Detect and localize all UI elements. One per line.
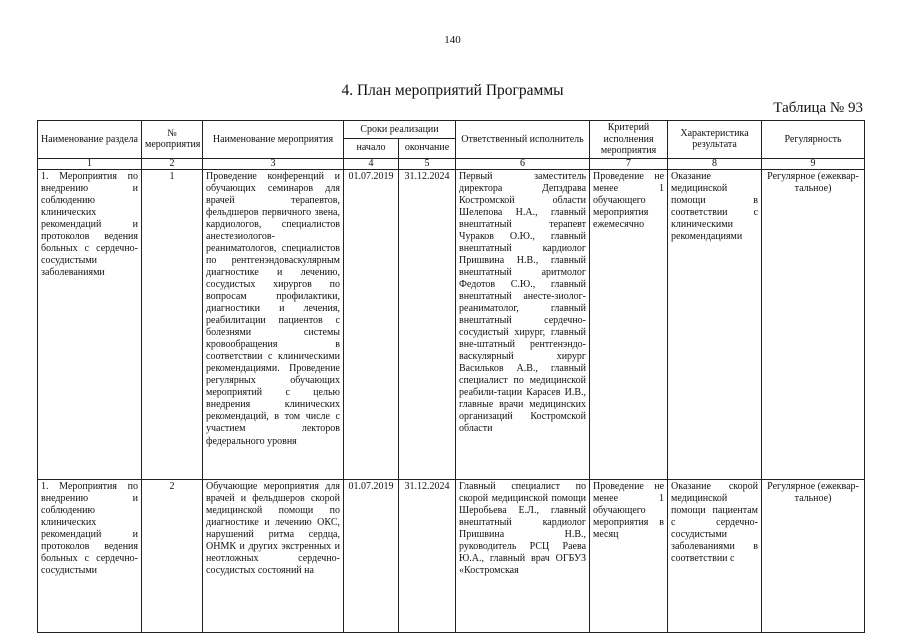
cell-num: 1 [142, 169, 203, 479]
header-row-1 [38, 121, 865, 139]
header-num: № мероприятия [142, 121, 203, 159]
table-row [38, 169, 865, 479]
header-criterion: Критерий исполнения мероприятия [590, 121, 668, 159]
header-result: Характеристика результата [668, 121, 762, 159]
cell-responsible: Первый заместитель директора Депздрава Костромской области Шелепова Н.А., главный внештатный терапевт Чураков О.Ю., главный внештатный кардиолог Пришвина Н.В., главный внештатный аритмолог Федотов С.Ю., главный внештатный анесте-зиолог-реаниматолог, главный внештатный сердечно-сосудистый хирург, главный вне-штатный рентгенэндо-васкулярный хирург Васильков А.В., главный специалист по медицинской реабили-тации Карасев И.В., главные врачи медицинских организаций Костромской области [456, 169, 590, 479]
cell-criterion: Проведение не менее 1 обучающего мероприятия ежемесячно [590, 169, 668, 479]
cell-regularity: Регулярное (ежеквар-тальное) [762, 169, 865, 479]
cell-criterion: Проведение не менее 1 обучающего мероприятия в месяц [590, 479, 668, 632]
cell-end: 31.12.2024 [399, 169, 456, 479]
header-event: Наименование мероприятия [203, 121, 344, 159]
column-number: 6 [456, 158, 590, 169]
page-number: 140 [444, 34, 461, 46]
column-number: 2 [142, 158, 203, 169]
column-number: 3 [203, 158, 344, 169]
header-timing: Сроки реализации [344, 121, 456, 139]
column-number: 8 [668, 158, 762, 169]
cell-event: Проведение конференций и обучающих семинаров для врачей терапевтов, фельдшеров первичного звена, кардиологов, специалистов анестезиологов-реаниматологов, специалистов по рентгенэндоваскулярным диагностике и лечению, сосудистых хирургов по вопросам профилактики, диагностики и лечения, реабилитации пациентов с болезнями системы кровообращения в соответствии с клиническими рекомендациями. Проведение регулярных обучающих мероприятий с целью внедрения клинических рекомендаций, в том числе с участием лекторов федерального уровня [203, 169, 344, 479]
cell-end: 31.12.2024 [399, 479, 456, 632]
column-number-row [38, 158, 865, 169]
cell-responsible: Главный специалист по скорой медицинской помощи Шеробьева Е.Л., главный внештатный кардиолог Пришвина Н.В., руководитель РСЦ Раева Ю.А., главный врач ОГБУЗ «Костромская [456, 479, 590, 632]
cell-section: 1. Мероприятия по внедрению и соблюдению клинических рекомендаций и протоколов ведения больных с сердечно-сосудистыми [38, 479, 142, 632]
column-number: 1 [38, 158, 142, 169]
header-section: Наименование раздела [38, 121, 142, 159]
cell-section: 1. Мероприятия по внедрению и соблюдению клинических рекомендаций и протоколов ведения больных с сердечно-сосудистыми заболеваниями [38, 169, 142, 479]
cell-result: Оказание скорой медицинской помощи пациентам с сердечно-сосудистыми заболеваниями в соответствии с [668, 479, 762, 632]
header-regularity: Регулярность [762, 121, 865, 159]
header-end: окончание [399, 138, 456, 158]
table-row [38, 479, 865, 632]
header-responsible: Ответственный исполнитель [456, 121, 590, 159]
cell-result: Оказание медицинской помощи в соответствии с клиническими рекомендациями [668, 169, 762, 479]
page-title: 4. План мероприятий Программы [341, 82, 564, 99]
plan-table [37, 120, 865, 633]
column-number: 7 [590, 158, 668, 169]
column-number: 5 [399, 158, 456, 169]
header-start: начало [344, 138, 399, 158]
table-label: Таблица № 93 [773, 100, 863, 116]
cell-regularity: Регулярное (ежеквар-тальное) [762, 479, 865, 632]
cell-num: 2 [142, 479, 203, 632]
cell-event: Обучающие мероприятия для врачей и фельдшеров скорой медицинской помощи по диагностике и лечению ОКС, нарушений ритма сердца, ОНМК и других экстренных и неотложных сердечно-сосудистых состояний на [203, 479, 344, 632]
column-number: 9 [762, 158, 865, 169]
cell-start: 01.07.2019 [344, 169, 399, 479]
column-number: 4 [344, 158, 399, 169]
cell-start: 01.07.2019 [344, 479, 399, 632]
